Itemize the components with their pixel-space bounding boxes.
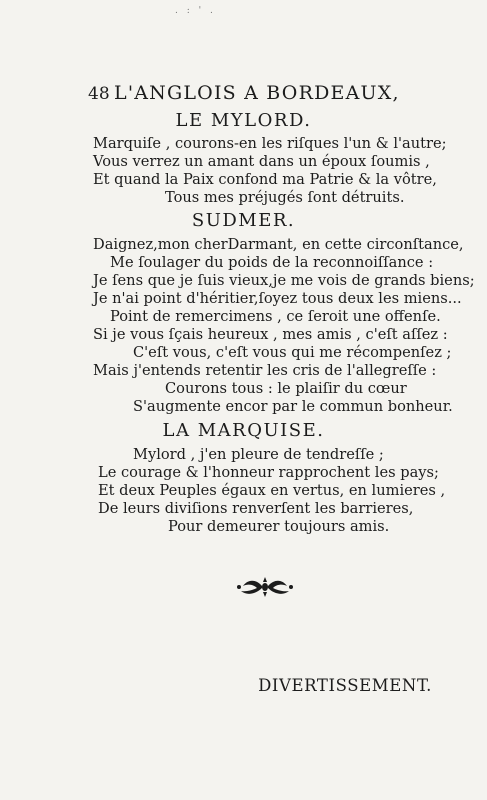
verse-line: Je ſens que je ſuis vieux,je me vois de grands biens; — [93, 272, 475, 289]
verse-line: Si je vous ſçais heureux , mes amis , c'eſt aſſez : — [93, 326, 448, 343]
verse-line: C'eſt vous, c'eſt vous qui me récompenſez ; — [133, 344, 452, 361]
verse-line: Courons tous : le plaiſir du cœur — [165, 380, 407, 397]
speaker-heading-marquise: LA MARQUISE. — [162, 420, 325, 441]
verse-line: Mais j'entends retentir les cris de l'allegreſſe : — [93, 362, 437, 379]
running-title: L'ANGLOIS A BORDEAUX, — [114, 82, 400, 104]
verse-line: Mylord , j'en pleure de tendreſſe ; — [133, 446, 384, 463]
page-number: 48 — [88, 84, 110, 104]
verse-line: Vous verrez un amant dans un époux ſoumis , — [93, 153, 430, 170]
verse-line: Daignez,mon cherDarmant, en cette circonſtance, — [93, 236, 464, 253]
verse-line: Je n'ai point d'héritier,ſoyez tous deux les miens... — [93, 290, 462, 307]
fleuron-ornament-icon — [235, 574, 295, 598]
verse-line: Marquiſe , courons-en les riſques l'un & l'autre; — [93, 135, 447, 152]
verse-line: S'augmente encor par le commun bonheur. — [133, 398, 453, 415]
verse-line: Point de remercimens , ce ſeroit une offenſe. — [110, 308, 441, 325]
verse-line: De leurs diviſions renverſent les barrieres, — [98, 500, 414, 517]
verse-line: Et quand la Paix confond ma Patrie & la vôtre, — [93, 171, 437, 188]
page-header — [88, 82, 448, 108]
verse-line: Me ſoulager du poids de la reconnoiſſance : — [110, 254, 434, 271]
verse-line: Pour demeurer toujours amis. — [168, 518, 390, 535]
print-specks: . : ' . — [175, 6, 216, 16]
catchword: DIVERTISSEMENT. — [258, 676, 432, 695]
verse-line: Tous mes préjugés ſont détruits. — [165, 189, 405, 206]
verse-line: Le courage & l'honneur rapprochent les pays; — [98, 464, 439, 481]
verse-line: Et deux Peuples égaux en vertus, en lumieres , — [98, 482, 446, 499]
speaker-heading-sudmer: SUDMER. — [191, 210, 296, 231]
speaker-heading-mylord: LE MYLORD. — [175, 110, 312, 131]
